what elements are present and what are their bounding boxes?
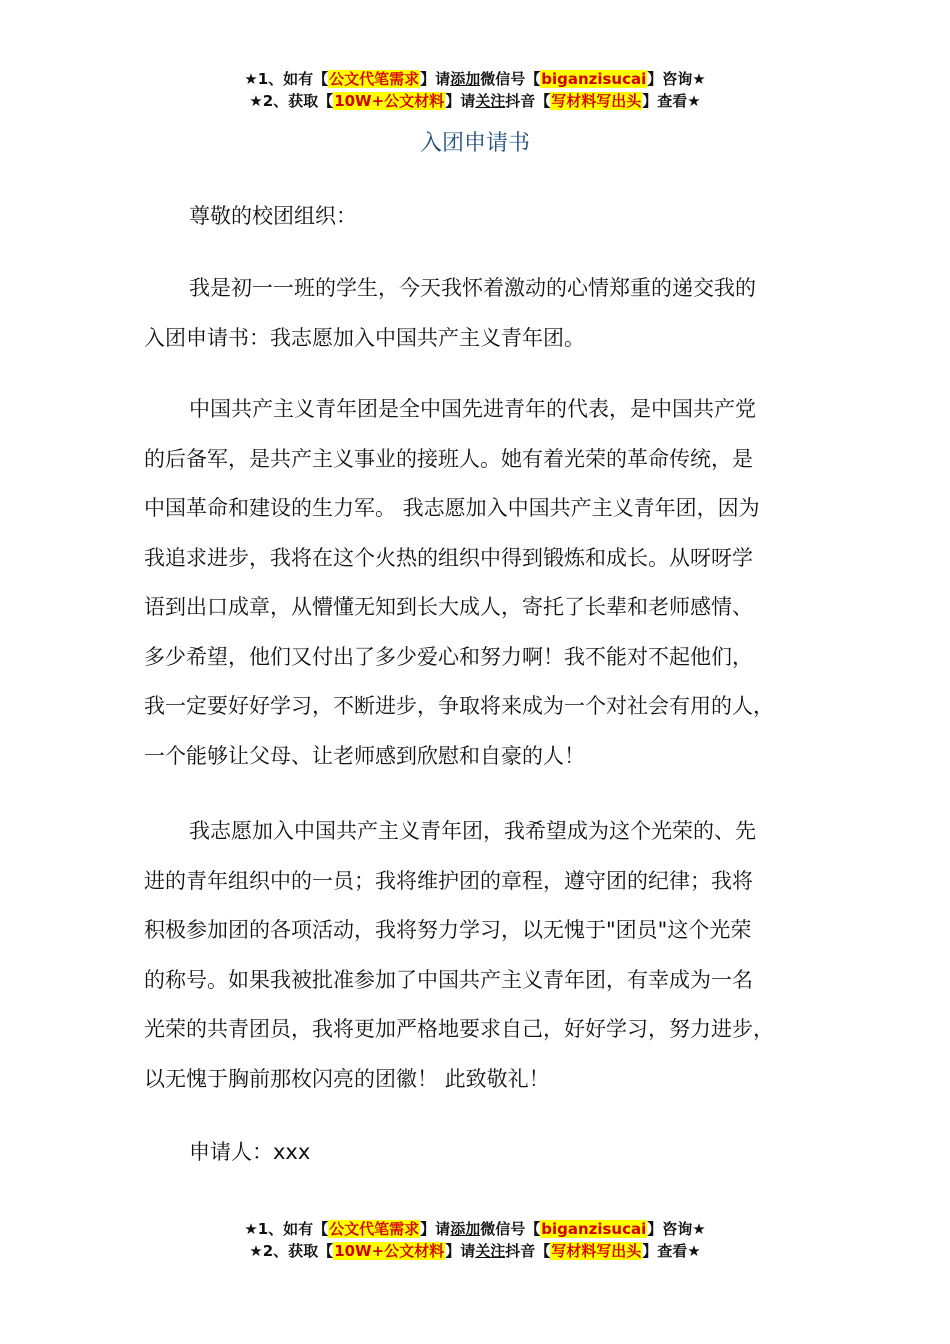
text-line: 一个能够让父母、让老师感到欣慰和自豪的人！ (144, 743, 585, 768)
banner-highlight: 10W+公文材料 (334, 92, 445, 110)
banner-text: 】请 (420, 1220, 451, 1238)
banner-highlight: 写材料写出头 (551, 92, 642, 110)
text-line: 进的青年组织中的一员；我将维护团的章程，遵守团的纪律；我将 (144, 868, 753, 893)
banner-underlined-text: 关注 (475, 1242, 506, 1260)
text-line: 的后备军，是共产主义事业的接班人。她有着光荣的革命传统，是 (144, 446, 753, 471)
banner-line-1 (0, 1218, 950, 1240)
banner-text: 】查看★ (642, 1242, 701, 1260)
text-line: 以无愧于胸前那枚闪亮的团徽！ 此致敬礼！ (144, 1066, 550, 1091)
banner-text: 】请 (420, 70, 451, 88)
banner-highlight: 写材料写出头 (551, 1242, 642, 1260)
paragraph-2 (144, 385, 834, 781)
banner-line-2 (0, 1240, 950, 1262)
paragraph-1 (144, 264, 834, 363)
banner-highlight: 10W+公文材料 (334, 1242, 445, 1260)
banner-highlight: 公文代笔需求 (329, 1220, 420, 1238)
banner-text: ★1、如有【 (244, 1220, 329, 1238)
banner-highlight: biganzisucai (541, 1220, 647, 1238)
banner-text: ★2、获取【 (249, 1242, 334, 1260)
banner-line-2 (0, 90, 950, 112)
text-line: 积极参加团的各项活动，我将努力学习，以无愧于"团员"这个光荣 (144, 918, 752, 942)
text-line: 光荣的共青团员，我将更加严格地要求自己，好好学习，努力进步， (144, 1017, 774, 1041)
salutation-block (144, 192, 834, 242)
text-line: 我一定要好好学习，不断进步，争取将来成为一个对社会有用的人， (144, 694, 774, 718)
banner-highlight: 公文代笔需求 (329, 70, 420, 88)
top-banner (0, 68, 950, 112)
text-line: 中国共产主义青年团是全中国先进青年的代表，是中国共产党 (189, 397, 756, 421)
text-line: 语到出口成章，从懵懂无知到长大成人，寄托了长辈和老师感情、 (144, 595, 753, 619)
banner-highlight: biganzisucai (541, 70, 647, 88)
banner-text: 】请 (445, 92, 476, 110)
banner-text: 微信号【 (480, 1220, 541, 1238)
text-line: 中国革命和建设的生力军。 我志愿加入中国共产主义青年团，因为 (144, 496, 760, 520)
bottom-banner (0, 1218, 950, 1262)
text-line: 我追求进步，我将在这个火热的组织中得到锻炼和成长。从呀呀学 (144, 545, 753, 570)
banner-text: ★1、如有【 (244, 70, 329, 88)
banner-text: 抖音【 (505, 92, 551, 110)
document-title: 入团申请书 (419, 131, 530, 156)
banner-text: 】请 (445, 1242, 476, 1260)
banner-text: 】咨询★ (647, 1220, 706, 1238)
banner-underlined-text: 添加 (450, 70, 481, 88)
signature-block (144, 1128, 834, 1178)
salutation: 尊敬的校团组织： (189, 204, 357, 228)
banner-text: ★2、获取【 (249, 92, 334, 110)
banner-text: 抖音【 (505, 1242, 551, 1260)
paragraph-3 (144, 807, 834, 1104)
banner-underlined-text: 关注 (475, 92, 506, 110)
text-line: 我志愿加入中国共产主义青年团，我希望成为这个光荣的、先 (189, 819, 756, 843)
signature: 申请人：xxx (189, 1140, 311, 1164)
banner-text: 】查看★ (642, 92, 701, 110)
banner-text: 微信号【 (480, 70, 541, 88)
banner-text: 】咨询★ (647, 70, 706, 88)
text-line: 我是初一一班的学生，今天我怀着激动的心情郑重的递交我的 (189, 276, 756, 300)
banner-line-1 (0, 68, 950, 90)
text-line: 的称号。如果我被批准参加了中国共产主义青年团，有幸成为一名 (144, 967, 753, 992)
text-line: 入团申请书：我志愿加入中国共产主义青年团。 (144, 325, 585, 350)
banner-underlined-text: 添加 (450, 1220, 481, 1238)
text-line: 多少希望，他们又付出了多少爱心和努力啊！我不能对不起他们， (144, 644, 753, 669)
